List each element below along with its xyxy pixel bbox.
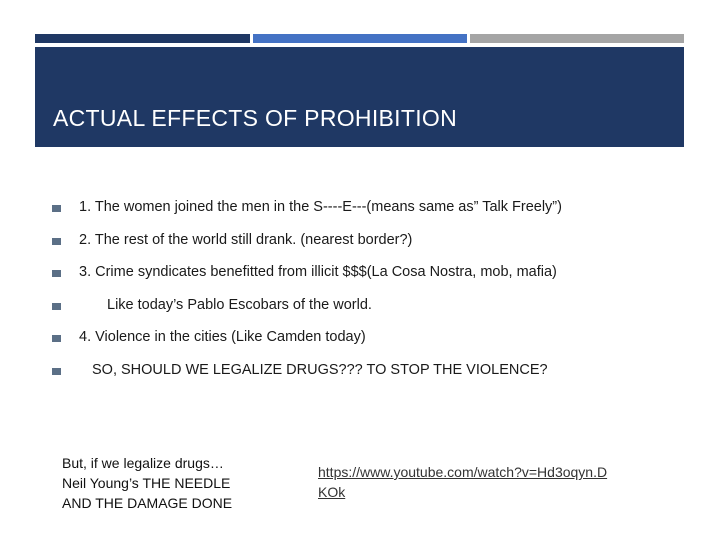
youtube-link[interactable]: [318, 462, 678, 502]
bullet-marker-icon: [52, 368, 61, 375]
bullet-marker-icon: [52, 303, 61, 310]
bullet-item: [52, 232, 692, 265]
bullet-text: Like today’s Pablo Escobars of the world.: [107, 296, 372, 313]
bullet-item: [52, 329, 692, 362]
bullet-text: SO, SHOULD WE LEGALIZE DRUGS??? TO STOP THE VIOLENCE?: [92, 361, 548, 378]
accent-bar-blue: [253, 34, 467, 43]
bullet-marker-icon: [52, 205, 61, 212]
title-banner: [35, 47, 684, 147]
accent-bar-gray: [470, 34, 684, 43]
bullet-list: [52, 199, 692, 394]
slide-title: ACTUAL EFFECTS OF PROHIBITION: [53, 105, 457, 131]
song-note-line: But, if we legalize drugs…: [62, 455, 224, 471]
bullet-item: [52, 264, 692, 297]
bullet-marker-icon: [52, 335, 61, 342]
bullet-text: 4. Violence in the cities (Like Camden today): [79, 329, 366, 345]
bullet-item: [52, 297, 692, 330]
accent-bar-dark: [35, 34, 250, 43]
youtube-link-line[interactable]: KOk: [318, 484, 346, 500]
bullet-marker-icon: [52, 270, 61, 277]
bullet-text: 1. The women joined the men in the S----E---(means same as” Talk Freely”): [79, 199, 562, 215]
bullet-text: 3. Crime syndicates benefitted from illicit $$$(La Cosa Nostra, mob, mafia): [79, 264, 557, 280]
song-note-line: AND THE DAMAGE DONE: [62, 495, 233, 511]
bullet-item: [52, 199, 692, 232]
youtube-link-line[interactable]: https://www.youtube.com/watch?v=Hd3oqyn.D: [318, 464, 608, 480]
bullet-item: [52, 362, 692, 395]
song-note-line: Neil Young’s THE NEEDLE: [62, 475, 231, 491]
song-note: [62, 453, 292, 513]
bullet-marker-icon: [52, 238, 61, 245]
bullet-text: 2. The rest of the world still drank. (nearest border?): [79, 231, 413, 248]
